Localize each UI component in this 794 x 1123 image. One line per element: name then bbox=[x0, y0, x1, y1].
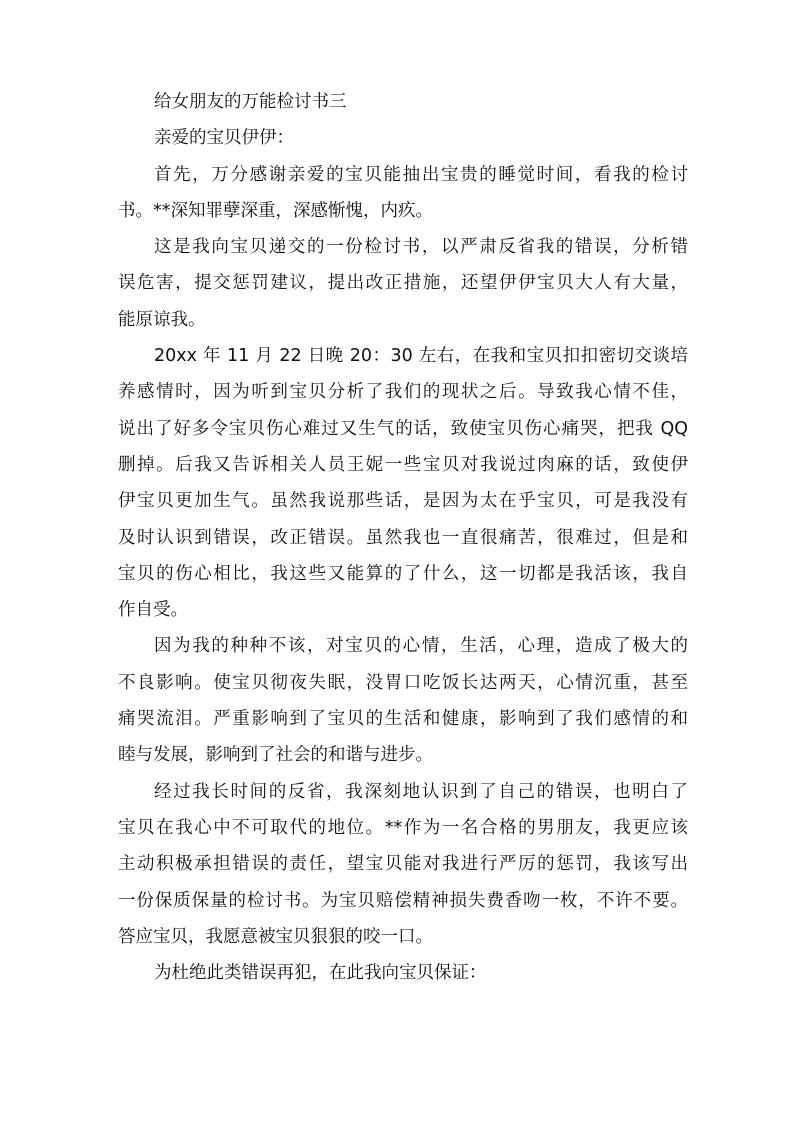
paragraph-line: 误危害，提交惩罚建议，提出改正措施，还望伊伊宝贝大人有大量， bbox=[118, 273, 688, 294]
paragraph bbox=[118, 955, 688, 991]
paragraph-line: 答应宝贝，我愿意被宝贝狠狠的咬一口。 bbox=[118, 926, 433, 947]
paragraph-line: 睦与发展，影响到了社会的和谐与进步。 bbox=[118, 745, 433, 766]
paragraph-line: 作自受。 bbox=[118, 600, 188, 621]
document-body bbox=[118, 84, 688, 991]
paragraph-line: 养感情时，因为听到宝贝分析了我们的现状之后。导致我心情不佳， bbox=[118, 382, 688, 403]
paragraph-line: 首先，万分感谢亲爱的宝贝能抽出宝贵的睡觉时间，看我的检讨 bbox=[154, 164, 688, 185]
paragraph bbox=[118, 338, 688, 628]
paragraph-line: 因为我的种种不该，对宝贝的心情，生活，心理，造成了极大的 bbox=[154, 636, 688, 657]
paragraph-line: 宝贝的伤心相比，我这些又能算的了什么，这一切都是我活该，我自 bbox=[118, 563, 688, 584]
paragraph-line: 痛哭流泪。严重影响到了宝贝的生活和健康，影响到了我们感情的和 bbox=[118, 709, 688, 730]
paragraph bbox=[118, 774, 688, 955]
paragraph-line: 一份保质保量的检讨书。为宝贝赔偿精神损失费香吻一枚，不许不要。 bbox=[118, 890, 688, 911]
paragraph-line: 为杜绝此类错误再犯，在此我向宝贝保证： bbox=[154, 963, 487, 984]
paragraph-line: 伊宝贝更加生气。虽然我说那些话，是因为太在乎宝贝，可是我没有 bbox=[118, 491, 688, 512]
paragraph-line: 说出了好多令宝贝伤心难过又生气的话，致使宝贝伤心痛哭，把我 QQ bbox=[118, 418, 688, 439]
paragraph bbox=[118, 157, 688, 230]
paragraph bbox=[118, 628, 688, 773]
document-title: 给女朋友的万能检讨书三 bbox=[154, 92, 347, 112]
paragraph-line: 这是我向宝贝递交的一份检讨书，以严肃反省我的错误，分析错 bbox=[154, 237, 688, 258]
paragraph-line: 主动积极承担错误的责任，望宝贝能对我进行严厉的惩罚，我该写出 bbox=[118, 854, 688, 875]
paragraph-line: 书。**深知罪孽深重，深感惭愧，内疚。 bbox=[118, 200, 433, 221]
paragraph-line: 宝贝在我心中不可取代的地位。**作为一名合格的男朋友，我更应该 bbox=[118, 817, 688, 838]
salutation: 亲爱的宝贝伊伊： bbox=[154, 128, 294, 149]
paragraph-line: 删掉。后我又告诉相关人员王妮一些宝贝对我说过肉麻的话，致使伊 bbox=[118, 454, 688, 475]
paragraph-line: 20xx 年 11 月 22 日晚 20：30 左右，在我和宝贝扣扣密切交谈培 bbox=[154, 346, 688, 367]
paragraph-line: 不良影响。使宝贝彻夜失眠，没胃口吃饭长达两天，心情沉重，甚至 bbox=[118, 672, 688, 693]
paragraph-line: 经过我长时间的反省，我深刻地认识到了自己的错误，也明白了 bbox=[154, 781, 688, 802]
paragraph bbox=[118, 229, 688, 338]
paragraph-line: 能原谅我。 bbox=[118, 309, 206, 330]
paragraph-line: 及时认识到错误，改正错误。虽然我也一直很痛苦，很难过，但是和 bbox=[118, 527, 688, 548]
